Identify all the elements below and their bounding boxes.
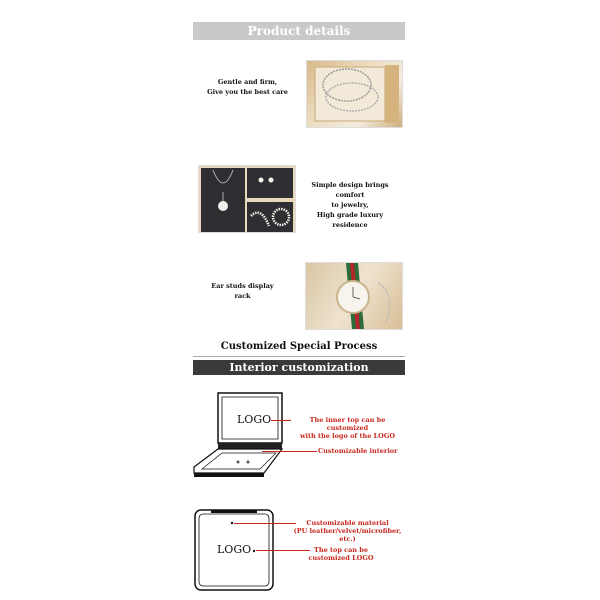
note-line: customized LOGO	[308, 554, 374, 562]
caption-line: Give you the best care	[207, 88, 288, 96]
detail-caption-1	[205, 77, 290, 97]
caption-line: Simple design brings comfort	[311, 181, 389, 199]
caption-line: to jewelry,	[331, 201, 369, 209]
open-box-illustration	[190, 385, 290, 480]
leader-line	[234, 523, 296, 524]
note-logo-top	[305, 546, 377, 562]
note-line: The top can be	[314, 546, 368, 554]
note-inner-top	[290, 416, 405, 440]
product-details-banner: Product details	[193, 22, 405, 40]
note-interior: Customizable interior	[318, 447, 398, 455]
section-divider	[193, 356, 405, 357]
leader-line	[271, 420, 291, 421]
note-line: with the logo of the LOGO	[299, 432, 396, 440]
note-material	[290, 519, 405, 543]
leader-line	[262, 451, 317, 452]
note-line: (PU leather/velvet/microfiber, etc.)	[293, 527, 402, 543]
logo-placeholder-box1: LOGO	[237, 413, 272, 426]
interior-customization-banner: Interior customization	[193, 360, 405, 375]
logo-placeholder-box2: LOGO	[217, 543, 252, 556]
leader-line	[256, 550, 310, 551]
section-title: Customized Special Process	[220, 341, 378, 352]
bracelet-tray-image	[307, 61, 402, 127]
caption-line: High grade luxury residence	[316, 211, 384, 229]
caption-line: Gentle and firm,	[217, 78, 278, 86]
detail-caption-3	[205, 281, 280, 301]
necklace-display-photo	[198, 165, 296, 233]
caption-line: Ear studs display rack	[211, 282, 274, 300]
watch-display-image	[306, 263, 402, 329]
note-line: The inner top can be customized	[309, 416, 386, 432]
detail-caption-2	[300, 180, 400, 230]
bracelet-tray-photo	[306, 60, 403, 128]
watch-display-photo	[305, 262, 403, 330]
note-line: Customizable material	[306, 519, 389, 527]
necklace-display-image	[199, 166, 295, 232]
